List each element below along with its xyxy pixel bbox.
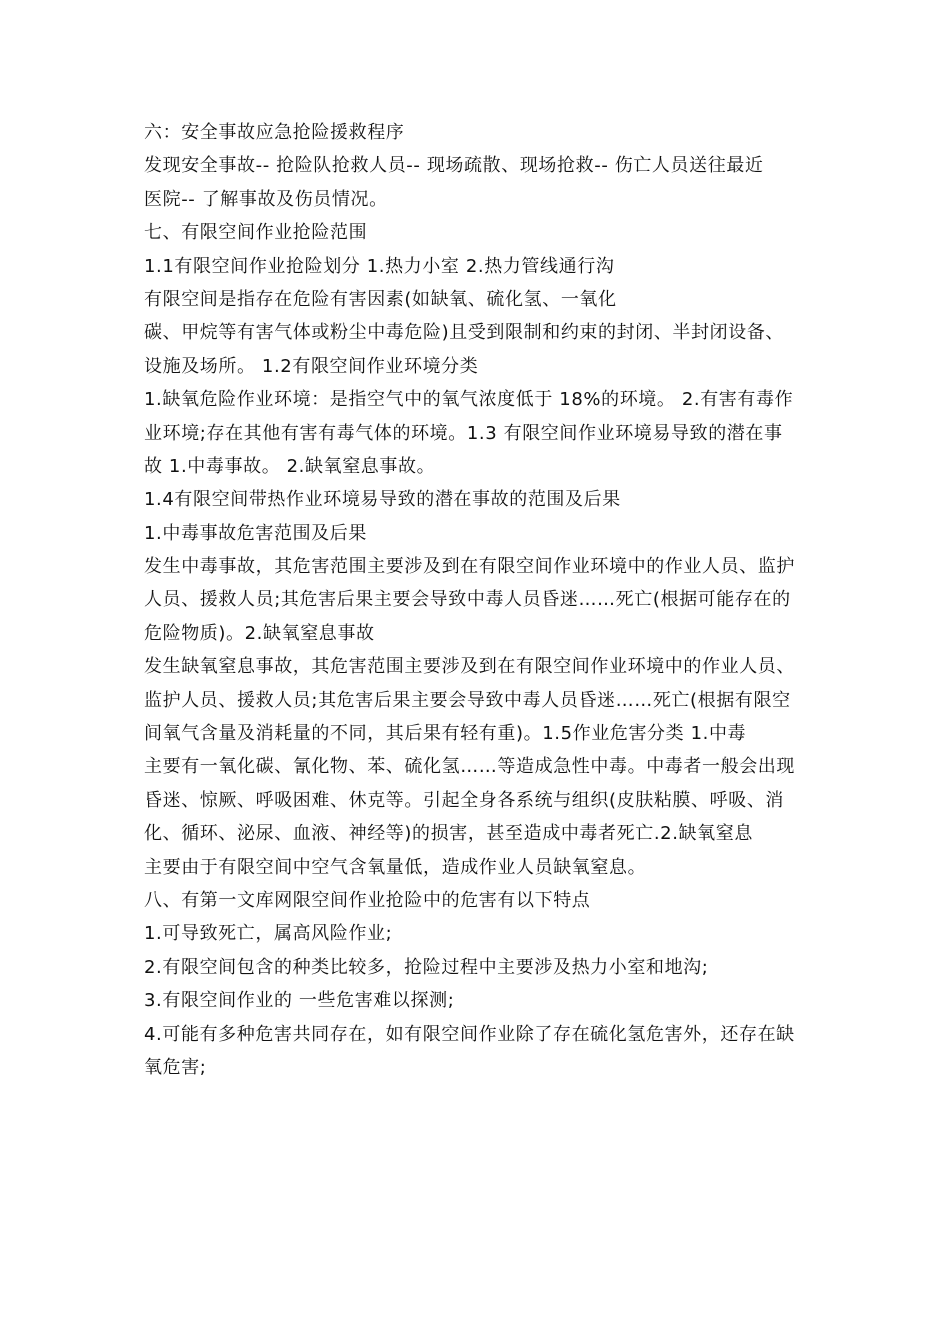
list-item: 1.可导致死亡，属高风险作业; (144, 923, 393, 945)
paragraph-line: 1.中毒事故危害范围及后果 (144, 522, 367, 544)
paragraph-line: 发生缺氧窒息事故，其危害范围主要涉及到在有限空间作业环境中的作业人员、 (144, 656, 795, 678)
paragraph-line: 1.1有限空间作业抢险划分 1.热力小室 2.热力管线通行沟 (144, 255, 615, 277)
paragraph-line: 故 1.中毒事故。 2.缺氧窒息事故。 (144, 455, 436, 477)
paragraph-line: 医院-- 了解事故及伤员情况。 (144, 188, 388, 210)
section-heading-6: 六：安全事故应急抢险援救程序 (144, 122, 405, 143)
paragraph-line: 设施及场所。 1.2有限空间作业环境分类 (144, 355, 479, 377)
section-heading-7: 七、有限空间作业抢险范围 (144, 222, 368, 244)
paragraph-line: 监护人员、援救人员;其危害后果主要会导致中毒人员昏迷……死亡(根据有限空 (144, 689, 791, 711)
list-item: 4.可能有多种危害共同存在，如有限空间作业除了存在硫化氢危害外，还存在缺 (144, 1023, 795, 1045)
paragraph-line: 1.4有限空间带热作业环境易导致的潜在事故的范围及后果 (144, 489, 621, 511)
paragraph-line: 发现安全事故-- 抢险队抢救人员-- 现场疏散、现场抢救-- 伤亡人员送往最近 (144, 155, 764, 177)
list-item: 3.有限空间作业的 一些危害难以探测; (144, 990, 455, 1012)
list-item-continuation: 氧危害; (144, 1056, 207, 1078)
paragraph-line: 主要由于有限空间中空气含氧量低，造成作业人员缺氧窒息。 (144, 856, 647, 878)
paragraph-line: 业环境;存在其他有害有毒气体的环境。1.3 有限空间作业环境易导致的潜在事 (144, 422, 783, 444)
section-heading-8: 八、有第一文库网限空间作业抢险中的危害有以下特点 (144, 889, 591, 911)
paragraph-line: 1.缺氧危险作业环境：是指空气中的氧气浓度低于 18%的环境。 2.有害有毒作 (144, 389, 794, 411)
paragraph-line: 人员、援救人员;其危害后果主要会导致中毒人员昏迷……死亡(根据可能存在的 (144, 589, 791, 611)
paragraph-line: 发生中毒事故，其危害范围主要涉及到在有限空间作业环境中的作业人员、监护 (144, 556, 795, 578)
paragraph-line: 主要有一氧化碳、氰化物、苯、硫化氢……等造成急性中毒。中毒者一般会出现 (144, 756, 795, 778)
list-item: 2.有限空间包含的种类比较多，抢险过程中主要涉及热力小室和地沟; (144, 956, 709, 978)
paragraph-line: 化、循环、泌尿、血液、神经等)的损害，甚至造成中毒者死亡.2.缺氧窒息 (144, 823, 753, 845)
paragraph-line: 有限空间是指存在危险有害因素(如缺氧、硫化氢、一氧化 (144, 288, 617, 310)
paragraph-line: 间氧气含量及消耗量的不同，其后果有轻有重)。1.5作业危害分类 1.中毒 (144, 723, 747, 745)
paragraph-line: 昏迷、惊厥、呼吸困难、休克等。引起全身各系统与组织(皮肤粘膜、呼吸、消 (144, 789, 785, 811)
paragraph-line: 碳、甲烷等有害气体或粉尘中毒危险)且受到限制和约束的封闭、半封闭设备、 (144, 322, 785, 344)
document-body (144, 116, 814, 1084)
paragraph-line: 危险物质)。2.缺氧窒息事故 (144, 622, 375, 644)
